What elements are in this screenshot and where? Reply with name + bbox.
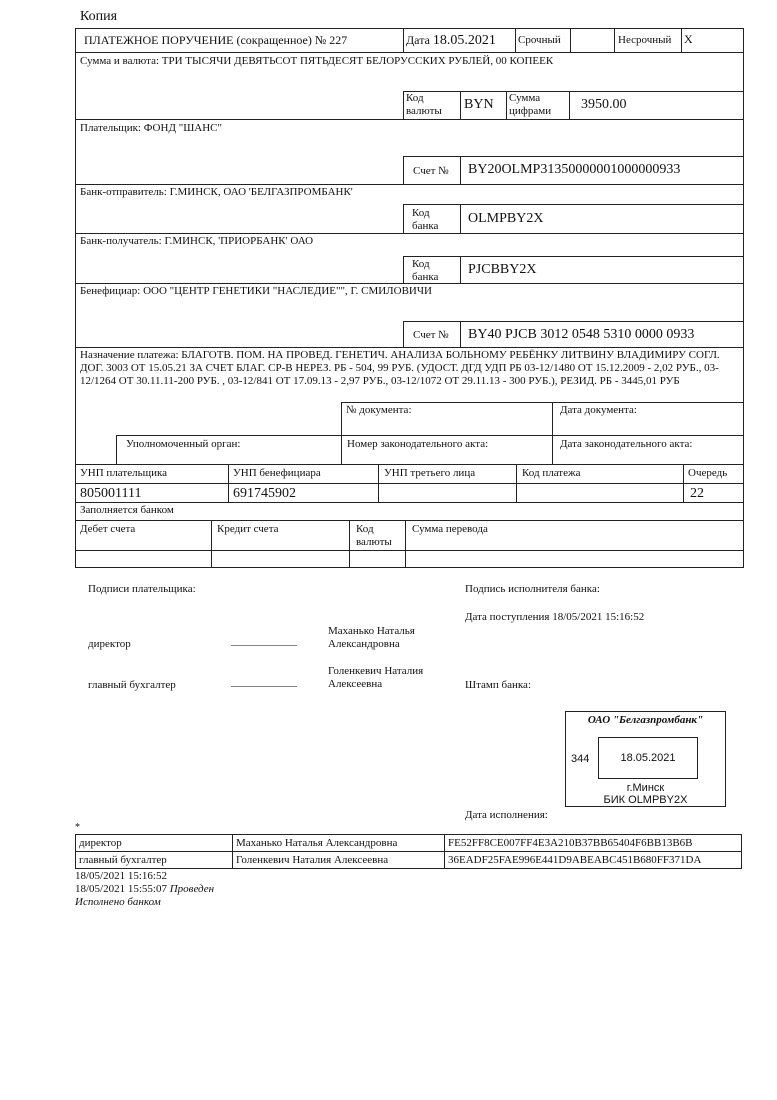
transfer-amount-label: Сумма перевода: [412, 523, 488, 535]
queue-label: Очередь: [688, 467, 728, 479]
received-date: Дата поступления 18/05/2021 15:16:52: [465, 611, 645, 623]
payer-unp: 805001111: [80, 486, 142, 501]
document-title: ПЛАТЕЖНОЕ ПОРУЧЕНИЕ (сокращенное) № 227: [84, 33, 348, 47]
currency-code-label: Код валюты: [406, 92, 442, 117]
log-status: Проведен: [169, 883, 215, 895]
table-row: [76, 835, 742, 852]
asterisk: *: [75, 822, 80, 833]
ecp-name: Голенкевич Наталия Алексеевна: [233, 852, 445, 869]
beneficiary-account: BY40 PJCB 3012 0548 5310 0000 0933: [468, 327, 695, 342]
urgent-label: Срочный: [518, 34, 561, 46]
ecp-hash: 36EADF25FAE996E441D9ABEABC451B680FF371DA: [445, 852, 742, 869]
accountant-role: главный бухгалтер: [88, 679, 176, 691]
director-signature-line: ____________: [231, 635, 297, 647]
queue-value: 22: [690, 486, 704, 501]
ecp-role: директор: [76, 835, 233, 852]
act-number-label: Номер законодательного акта:: [347, 438, 489, 450]
beneficiary-account-label: Счет №: [413, 329, 449, 341]
payer-account: BY20OLMP31350000001000000933: [468, 162, 681, 177]
third-party-unp-label: УНП третьего лица: [384, 467, 476, 479]
receiver-bank-code: PJCBBY2X: [468, 262, 537, 277]
log-line-2: 18/05/2021 15:55:07 Проведен: [75, 883, 215, 895]
accountant-name: Голенкевич Наталия Алексеевна: [328, 665, 424, 690]
stamp-bank-name: ОАО "Белгазпромбанк": [587, 714, 704, 726]
payer-account-label: Счет №: [413, 165, 449, 177]
payment-code-label: Код платежа: [522, 467, 581, 479]
stamp-city: г.Минск: [626, 782, 665, 794]
transfer-currency-label: Код валюты: [356, 523, 392, 548]
table-row: [76, 852, 742, 869]
sum-digits-value: 3950.00: [581, 97, 627, 112]
stamp-number: 344: [571, 753, 590, 765]
sender-bank-label: Банк-отправитель: Г.МИНСК, ОАО 'БЕЛГАЗПРОМБАНК': [80, 186, 353, 198]
beneficiary-unp: 691745902: [233, 486, 296, 501]
non-urgent-label: Несрочный: [618, 34, 672, 46]
payment-purpose: Назначение платежа: БЛАГОТВ. ПОМ. НА ПРОВЕД. ГЕНЕТИЧ. АНАЛИЗА БОЛЬНОМУ РЕБЁНКУ ЛИТВИНУ ВЛАДИМИРУ СОГЛ. ДОГ. 3003 ОТ 15.05.21 ЗА СЧЕТ БЛАГ. СР-В НЕРЕЗ. РБ - 504, 99 РУБ. (УДОСТ. ДГД УДП РБ 03-12/1480 ОТ 15.12.2009 - 2,02 РУБ., 03-12/1264 ОТ 30.11.11-200 РУБ. , 03-12/841 ОТ 17.09.13 - 2,97 РУБ., 03-12/1072 ОТ 29.11.13 - 300 РУБ.), РЕЗИД. РБ - 3445,01 РУБ: [80, 349, 720, 387]
doc-date-label: Дата документа:: [560, 404, 637, 416]
act-date-label: Дата законодательного акта:: [560, 438, 693, 450]
stamp-date: 18.05.2021: [620, 752, 676, 764]
sender-bank-code: OLMPBY2X: [468, 211, 544, 226]
ecp-name: Маханько Наталья Александровна: [233, 835, 445, 852]
payer-label: Плательщик: ФОНД "ШАНС": [80, 122, 223, 134]
authority-label: Уполномоченный орган:: [126, 438, 241, 450]
amount-words: Сумма и валюта: ТРИ ТЫСЯЧИ ДЕВЯТЬСОТ ПЯТЬДЕСЯТ БЕЛОРУССКИХ РУБЛЕЙ, 00 КОПЕЕК: [80, 55, 554, 67]
beneficiary-unp-label: УНП бенефициара: [233, 467, 321, 479]
non-urgent-mark: X: [684, 32, 693, 46]
debit-label: Дебет счета: [80, 523, 136, 535]
copy-label: Копия: [80, 9, 118, 24]
beneficiary-label: Бенефициар: ООО "ЦЕНТР ГЕНЕТИКИ "НАСЛЕДИЕ"", Г. СМИЛОВИЧИ: [80, 285, 432, 297]
digital-signatures-table: [75, 834, 742, 869]
sender-bank-code-label: Код банка: [412, 207, 439, 232]
date-label: Дата 18.05.2021: [406, 33, 496, 48]
credit-label: Кредит счета: [217, 523, 279, 535]
log-line-1: 18/05/2021 15:16:52: [75, 870, 167, 882]
execution-date-label: Дата исполнения:: [465, 809, 548, 821]
doc-number-label: № документа:: [346, 404, 412, 416]
payer-unp-label: УНП плательщика: [80, 467, 168, 479]
payer-signatures-label: Подписи плательщика:: [88, 583, 196, 595]
log-line-3: Исполнено банком: [75, 896, 161, 908]
bank-fill-label: Заполняется банком: [80, 504, 174, 516]
director-name: Маханько Наталья Александровна: [328, 625, 415, 650]
ecp-hash: FE52FF8CE007FF4E3A210B37BB65404F6BB13B6B: [445, 835, 742, 852]
sum-digits-label: Сумма цифрами: [509, 92, 552, 117]
director-role: директор: [88, 638, 131, 650]
accountant-signature-line: ____________: [231, 676, 297, 688]
receiver-bank-code-label: Код банка: [412, 258, 439, 283]
bank-stamp-label: Штамп банка:: [465, 679, 531, 691]
document-date: 18.05.2021: [432, 33, 496, 48]
bank-signature-label: Подпись исполнителя банка:: [465, 583, 600, 595]
currency-value: BYN: [464, 97, 494, 112]
receiver-bank-label: Банк-получатель: Г.МИНСК, 'ПРИОРБАНК' ОАО: [80, 235, 314, 247]
ecp-role: главный бухгалтер: [76, 852, 233, 869]
stamp-bic: БИК OLMPBY2X: [603, 794, 688, 806]
